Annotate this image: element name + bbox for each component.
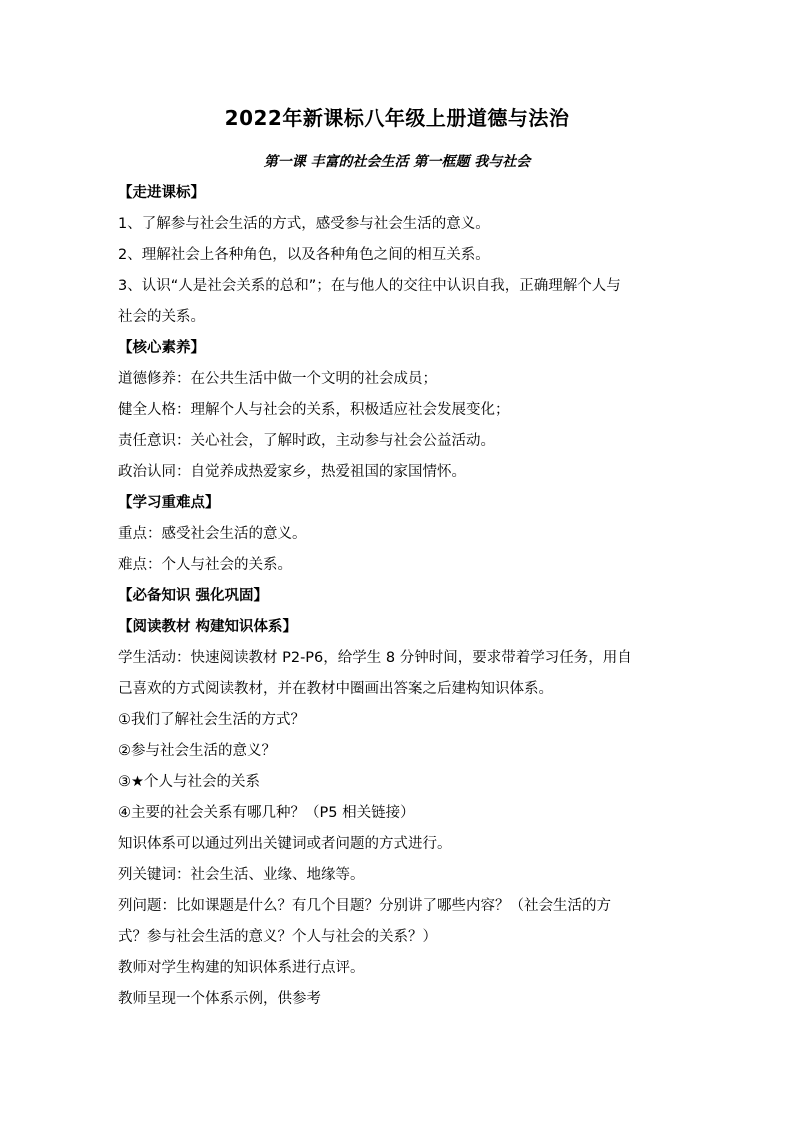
literacy-item-2: 健全人格：理解个人与社会的关系，积极适应社会发展变化； bbox=[118, 402, 510, 418]
goal-item-2: 2、理解社会上各种角色，以及各种角色之间的相互关系。 bbox=[118, 247, 490, 263]
literacy-item-3: 责任意识：关心社会，了解时政，主动参与社会公益活动。 bbox=[118, 433, 495, 449]
key-point-item-2: 难点：个人与社会的关系。 bbox=[118, 557, 292, 573]
section-heading-key-points: 【学习重难点】 bbox=[118, 495, 220, 511]
lesson-subtitle: 第一课 丰富的社会生活 第一框题 我与社会 bbox=[263, 154, 531, 170]
reading-item-9: 列问题：比如课题是什么？有几个目题？分别讲了哪些内容？（社会生活的方 bbox=[118, 898, 611, 914]
reading-item-10: 式？参与社会生活的意义？个人与社会的关系？） bbox=[118, 929, 437, 945]
reading-question-2: ②参与社会生活的意义？ bbox=[118, 743, 276, 759]
goal-item-3-cont: 社会的关系。 bbox=[118, 309, 205, 325]
key-point-item-1: 重点：感受社会生活的意义。 bbox=[118, 526, 307, 542]
reading-item-12: 教师呈现一个体系示例，供参考 bbox=[118, 991, 321, 1007]
goal-item-1: 1、了解参与社会生活的方式，感受参与社会生活的意义。 bbox=[118, 216, 490, 232]
section-heading-goals: 【走进课标】 bbox=[118, 185, 205, 201]
section-heading-literacy: 【核心素养】 bbox=[118, 340, 205, 356]
document-body bbox=[118, 178, 684, 1015]
section-heading-knowledge: 【必备知识 强化巩固】 bbox=[118, 588, 269, 604]
reading-item-7: 知识体系可以通过列出关键词或者问题的方式进行。 bbox=[118, 836, 452, 852]
reading-item-8: 列关键词：社会生活、业缘、地缘等。 bbox=[118, 867, 365, 883]
literacy-item-4: 政治认同：自觉养成热爱家乡，热爱祖国的家国情怀。 bbox=[118, 464, 466, 480]
goal-item-3: 3、认识“人是社会关系的总和”；在与他人的交往中认识自我，正确理解个人与 bbox=[118, 278, 621, 294]
reading-item-2: 己喜欢的方式阅读教材，并在教材中圈画出答案之后建构知识体系。 bbox=[118, 681, 553, 697]
reading-item-1: 学生活动：快速阅读教材 P2-P6，给学生 8 分钟时间，要求带着学习任务，用自 bbox=[118, 650, 632, 666]
literacy-item-1: 道德修养：在公共生活中做一个文明的社会成员； bbox=[118, 371, 437, 387]
reading-item-11: 教师对学生构建的知识体系进行点评。 bbox=[118, 960, 365, 976]
reading-question-3: ③★个人与社会的关系 bbox=[118, 774, 260, 790]
reading-question-1: ①我们了解社会生活的方式？ bbox=[118, 712, 305, 728]
section-heading-reading: 【阅读教材 构建知识体系】 bbox=[118, 619, 298, 635]
document-title: 2022年新课标八年级上册道德与法治 bbox=[224, 106, 570, 130]
reading-question-4: ④主要的社会关系有哪几种？（P5 相关链接） bbox=[118, 805, 415, 821]
